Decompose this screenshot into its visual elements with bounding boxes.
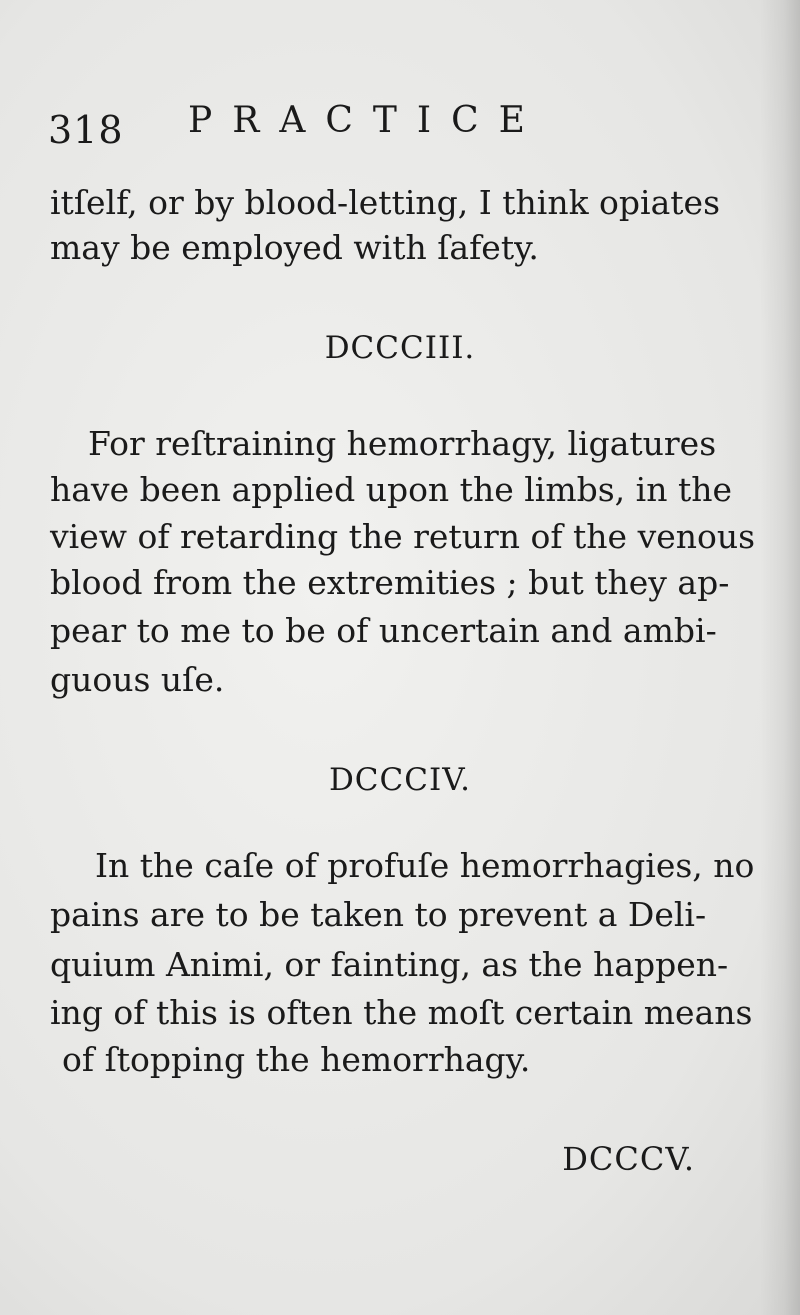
body-line: quium Animi, or fainting, as the happen-	[50, 945, 729, 984]
section-number: DCCCIII.	[324, 330, 476, 366]
running-head: PRACTICE	[188, 100, 545, 141]
body-line: pear to me to be of uncertain and ambi-	[50, 611, 717, 650]
body-line: ing of this is often the moſt certain means	[50, 993, 753, 1032]
page-number: 318	[48, 108, 124, 152]
body-line: of ſtopping the hemorrhagy.	[62, 1040, 531, 1079]
body-line: In the caſe of profuſe hemorrhagies, no	[95, 846, 755, 885]
body-line: For reſtraining hemorrhagy, ligatures	[88, 424, 717, 463]
body-line: view of retarding the return of the venous	[50, 517, 756, 556]
page-header	[48, 100, 748, 160]
body-line: guous uſe.	[50, 660, 225, 699]
section-number: DCCCIV.	[328, 762, 472, 798]
body-line: blood from the extremities ; but they ap-	[50, 563, 730, 602]
body-line: have been applied upon the limbs, in the	[50, 470, 732, 509]
body-line: pains are to be taken to prevent a Deli-	[50, 895, 707, 934]
body-line: may be employed with ſafety.	[50, 228, 539, 267]
catchword: DCCCV.	[562, 1140, 695, 1178]
page-edge-shadow	[760, 0, 800, 1315]
body-line: itſelf, or by blood-letting, I think opiates	[50, 183, 721, 222]
